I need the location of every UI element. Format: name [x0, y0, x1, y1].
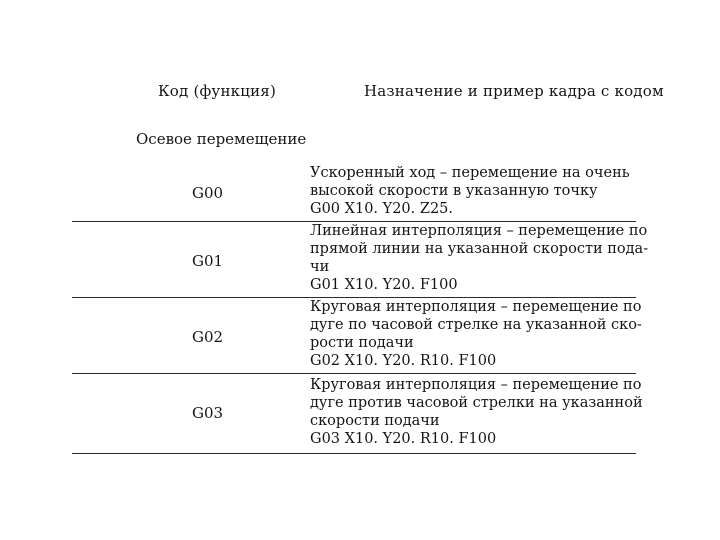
- description-line: Линейная интерполяция – перемещение по: [310, 223, 648, 239]
- description-line: высокой скорости в указанную точку: [310, 183, 598, 199]
- description-line: Ускоренный ход – перемещение на очень: [310, 165, 630, 181]
- row-divider: [72, 453, 636, 454]
- table-row: [72, 222, 649, 298]
- table-row: [72, 164, 636, 222]
- description-line: чи: [310, 259, 330, 275]
- g-code-cell: G00: [192, 184, 224, 202]
- description-cell: [310, 298, 640, 370]
- g-code-cell: G02: [192, 328, 224, 346]
- description-line: Круговая интерполяция – перемещение по: [310, 299, 642, 315]
- section-title: Осевое перемещение: [136, 130, 307, 148]
- table-row: [72, 374, 643, 454]
- description-column-header: Назначение и пример кадра с кодом: [364, 82, 664, 100]
- g-code-cell: G03: [192, 404, 224, 422]
- description-line: дуге по часовой стрелке на указанной ско-: [310, 317, 642, 333]
- example-block-line: G00 X10. Y20. Z25.: [310, 201, 454, 217]
- example-block-line: G01 X10. Y20. F100: [310, 277, 458, 293]
- description-line: рости подачи: [310, 335, 414, 351]
- description-cell: [310, 222, 649, 294]
- example-block-line: G03 X10. Y20. R10. F100: [310, 431, 497, 447]
- description-line: скорости подачи: [310, 413, 440, 429]
- description-line: Круговая интерполяция – перемещение по: [310, 377, 642, 393]
- description-line: дуге против часовой стрелки на указанной: [310, 395, 643, 411]
- description-cell: [310, 164, 640, 218]
- table-row: [72, 298, 642, 374]
- code-column-header: Код (функция): [158, 82, 276, 100]
- example-block-line: G02 X10. Y20. R10. F100: [310, 353, 497, 369]
- description-cell: [310, 376, 643, 448]
- description-line: прямой линии на указанной скорости пода-: [310, 241, 649, 257]
- g-code-cell: G01: [192, 252, 224, 270]
